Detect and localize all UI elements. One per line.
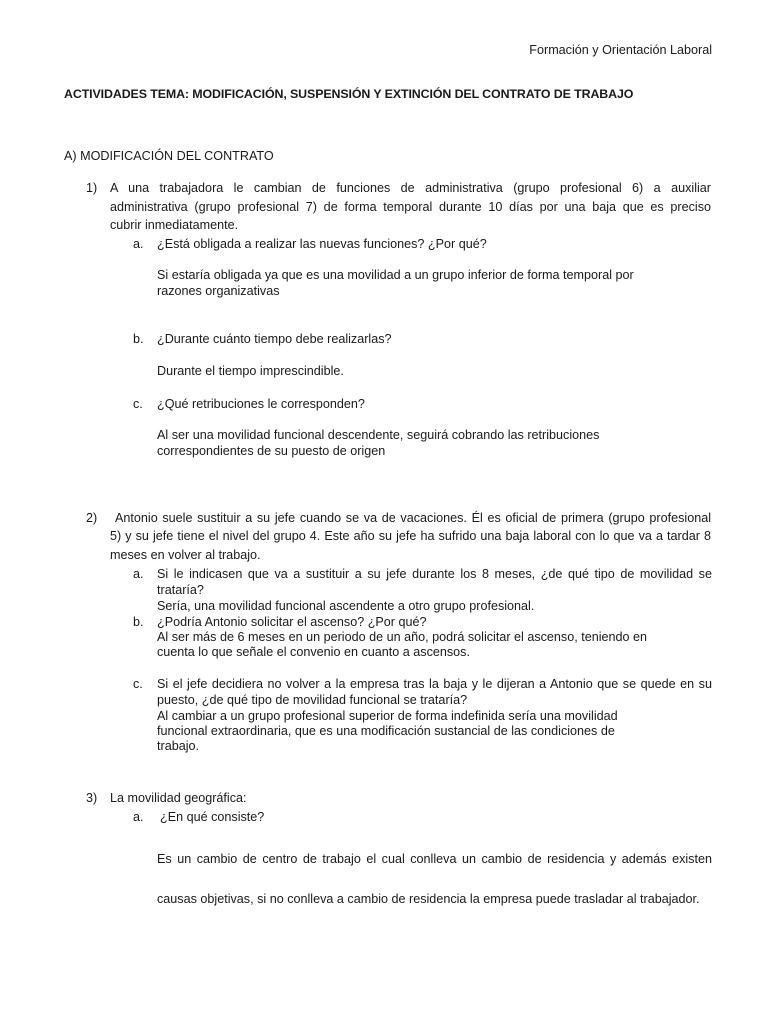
q2b-marker: b.: [133, 615, 144, 629]
q3a-answer-line-1: Es un cambio de centro de trabajo el cual conlleva un cambio de residencia y además existen: [157, 852, 712, 866]
q2c-answer-line-2: funcional extraordinaria, que es una modificación sustancial de las condiciones de: [157, 724, 615, 738]
q1c-answer-line-2: correspondientes de su puesto de origen: [157, 444, 386, 458]
q2a-marker: a.: [133, 567, 144, 581]
q1c-question: ¿Qué retribuciones le corresponden?: [157, 397, 365, 411]
q2a-question-line-1: Si le indicasen que va a sustituir a su jefe durante los 8 meses, ¿de qué tipo de movilidad se: [157, 567, 712, 581]
document-title: ACTIVIDADES TEMA: MODIFICACIÓN, SUSPENSIÓN Y EXTINCIÓN DEL CONTRATO DE TRABAJO: [64, 87, 634, 101]
q1a-answer-line-1: Si estaría obligada ya que es una movilidad a un grupo inferior de forma temporal por: [157, 268, 634, 282]
q2-number: 2): [86, 511, 98, 525]
q1c-marker: c.: [133, 397, 143, 411]
q2c-answer-line-3: trabajo.: [157, 739, 200, 753]
q1b-answer: Durante el tiempo imprescindible.: [157, 364, 344, 378]
q1-number: 1): [86, 181, 98, 195]
q1b-marker: b.: [133, 332, 144, 346]
q3a-question: ¿En qué consiste?: [160, 810, 265, 824]
q2b-answer-line-2: cuenta lo que señale el convenio en cuanto a ascensos.: [157, 645, 470, 659]
q2b-answer-line-1: Al ser más de 6 meses en un periodo de un año, podrá solicitar el ascenso, teniendo en: [157, 630, 648, 644]
q1b-question: ¿Durante cuánto tiempo debe realizarlas?: [157, 332, 392, 346]
q2b-question: ¿Podría Antonio solicitar el ascenso? ¿Por qué?: [157, 615, 427, 629]
q2-text-line-2: 5) y su jefe tiene el nivel del grupo 4. Este año su jefe ha sufrido una baja laboral con lo que va a tardar 8: [110, 529, 711, 543]
q2-text-line-3: meses en volver al trabajo.: [110, 548, 261, 562]
q2c-marker: c.: [133, 677, 143, 691]
q2a-question-line-2: trataría?: [157, 583, 204, 597]
q1a-answer-line-2: razones organizativas: [157, 284, 280, 298]
section-heading: A) MODIFICACIÓN DEL CONTRATO: [64, 149, 274, 163]
q3-number: 3): [86, 791, 98, 805]
q2-text-line-1: Antonio suele sustituir a su jefe cuando se va de vacaciones. Él es oficial de primera (grupo profesional: [115, 511, 711, 525]
q2c-question-line-2: puesto, ¿de qué tipo de movilidad funcional se trataría?: [157, 693, 468, 707]
q1-text-line-3: cubrir inmediatamente.: [110, 218, 239, 232]
q2a-answer: Sería, una movilidad funcional ascendente a otro grupo profesional.: [157, 599, 535, 613]
q1a-marker: a.: [133, 237, 144, 251]
running-header: Formación y Orientación Laboral: [529, 43, 712, 57]
q1c-answer-line-1: Al ser una movilidad funcional descendente, seguirá cobrando las retribuciones: [157, 428, 600, 442]
q1-text-line-1: A una trabajadora le cambian de funciones de administrativa (grupo profesional 6) a auxiliar: [110, 181, 711, 195]
q3a-answer-line-2: causas objetivas, si no conlleva a cambio de residencia la empresa puede trasladar al trabajador.: [157, 892, 700, 906]
q3-text-line-1: La movilidad geográfica:: [110, 791, 247, 805]
q2c-question-line-1: Si el jefe decidiera no volver a la empresa tras la baja y le dijeran a Antonio que se quede en su: [157, 677, 712, 691]
q1a-question: ¿Está obligada a realizar las nuevas funciones? ¿Por qué?: [157, 237, 487, 251]
q2c-answer-line-1: Al cambiar a un grupo profesional superior de forma indefinida sería una movilidad: [157, 709, 618, 723]
q3a-marker: a.: [133, 810, 144, 824]
q1-text-line-2: administrativa (grupo profesional 7) de forma temporal durante 10 días por una baja que es preciso: [110, 200, 711, 214]
